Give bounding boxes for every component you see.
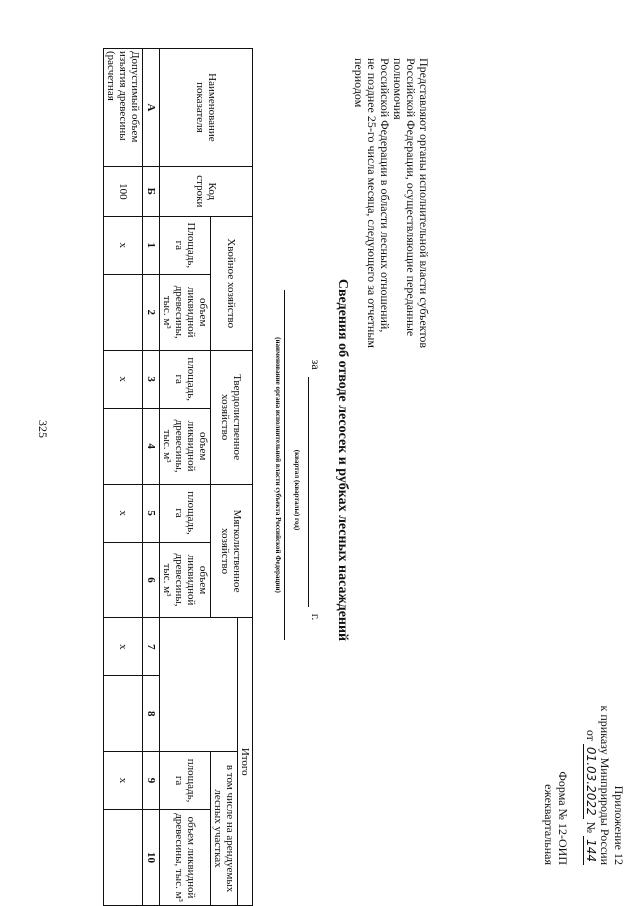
- colnum-7: 7: [143, 618, 160, 676]
- colnum-10: 10: [143, 810, 160, 906]
- submitter-note: [352, 58, 430, 388]
- row-cell: [104, 274, 143, 350]
- period-line: [308, 300, 323, 680]
- row-name: Допустимый объем изъятия древесины (расчетная: [104, 49, 143, 167]
- appendix-number: 144: [583, 836, 598, 865]
- row-cell: x: [104, 484, 143, 542]
- row-cell: [104, 676, 143, 752]
- group-hardwood: Твердолиственное хозяйство: [211, 350, 253, 484]
- row-cell: x: [104, 752, 143, 810]
- organ-line: [284, 290, 285, 640]
- colnum-a: А: [143, 49, 160, 167]
- rented-area: площадь, га: [160, 752, 211, 810]
- appendix-block: [584, 665, 626, 865]
- form-frequency: ежеквартальная: [542, 784, 556, 865]
- conifer-area: Площадь, га: [160, 216, 211, 274]
- conifer-volume: объем ликвидной древесины, тыс. м³: [160, 274, 211, 350]
- hardwood-area: площадь, га: [160, 350, 211, 408]
- hardwood-volume: объем ликвидной древесины, тыс. м³: [160, 408, 211, 484]
- row-cell: [104, 810, 143, 906]
- row-code: 100: [104, 166, 143, 216]
- period-prefix: за: [309, 359, 323, 370]
- appendix-date-line: [584, 665, 598, 865]
- row-cell: [104, 408, 143, 484]
- group-rented: в том числе на арендуемых лесных участках: [211, 752, 238, 906]
- submitter-line3: Российской Федерации в области лесных отношений,: [378, 58, 392, 333]
- appendix-line2: к приказу Минприроды России: [598, 705, 612, 865]
- colnum-b: Б: [143, 166, 160, 216]
- rented-volume: объем ликвидной древесины, тыс. м³: [160, 810, 211, 906]
- period-blank: [308, 377, 319, 607]
- col-name-header: Наименование показателя: [160, 49, 253, 167]
- column-numbers-row: [143, 49, 160, 906]
- row-cell: x: [104, 350, 143, 408]
- table-row: [104, 49, 143, 906]
- col-code-header: Код строки: [160, 166, 253, 216]
- total-spacer: [160, 618, 238, 752]
- colnum-5: 5: [143, 484, 160, 542]
- colnum-1: 1: [143, 216, 160, 274]
- form-block: [542, 705, 570, 865]
- organ-caption: (наименование органа исполнительной власти субъекта Российской Федерации): [274, 337, 282, 593]
- softwood-area: площадь, га: [160, 484, 211, 542]
- submitter-line1: Представляют органы исполнительной власти субъектов: [417, 58, 431, 349]
- colnum-8: 8: [143, 676, 160, 752]
- appendix-line1: Приложение 12: [612, 785, 626, 865]
- form-number: Форма № 12-ОИП: [556, 771, 570, 865]
- group-softwood: Мягколиственное хозяйство: [211, 484, 253, 618]
- row-cell: [104, 542, 143, 618]
- appendix-date: 01.03.2022: [583, 744, 598, 819]
- appendix-number-prefix: №: [584, 821, 598, 834]
- colnum-3: 3: [143, 350, 160, 408]
- header-row-groups: [238, 49, 253, 906]
- submitter-line2: Российской Федерации, осуществляющие переданные полномочия: [391, 58, 418, 337]
- softwood-volume: объем ликвидной древесины, тыс. м³: [160, 542, 211, 618]
- row-cell: x: [104, 216, 143, 274]
- page-number: 325: [36, 420, 50, 438]
- colnum-2: 2: [143, 274, 160, 350]
- period-caption: (квартал (кварталы) год): [293, 449, 301, 531]
- appendix-date-prefix: от: [584, 729, 598, 741]
- colnum-9: 9: [143, 752, 160, 810]
- period-suffix: г.: [309, 613, 323, 621]
- report-table: [103, 48, 253, 906]
- colnum-4: 4: [143, 408, 160, 484]
- submitter-line4: не позднее 25-го числа месяца, следующего за отчетным периодом: [352, 58, 379, 348]
- row-cell: x: [104, 618, 143, 676]
- document-title: Сведения об отводе лесосек и рубках лесных насаждений: [335, 278, 350, 642]
- colnum-6: 6: [143, 542, 160, 618]
- group-total: Итого: [238, 618, 253, 906]
- group-conifer: Хвойное хозяйство: [211, 216, 253, 350]
